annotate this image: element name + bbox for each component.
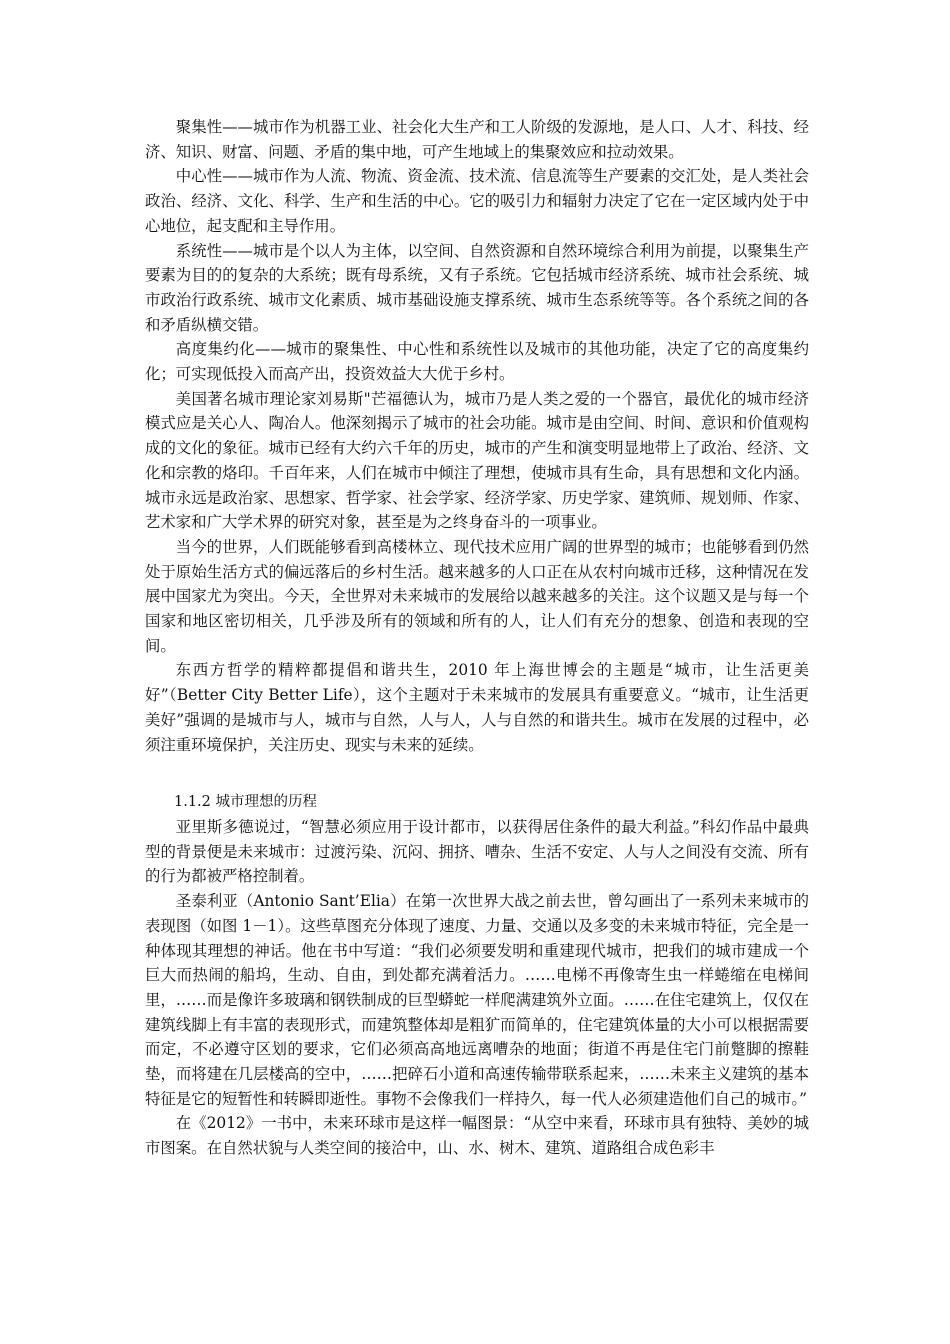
paragraph-aristotle: 亚里斯多德说过，“智慧必须应用于设计都市，以获得居住条件的最大利益。”科幻作品中最典型的背景便是未来城市：过渡污染、沉闷、拥挤、嘈杂、生活不安定、人与人之间没有交流、所有的行为都被严格控制着。 — [145, 817, 809, 886]
paragraph-mumford: 美国著名城市理论家刘易斯"芒福德认为，城市乃是人类之爱的一个器官，最优化的城市经济模式应是关心人、陶冶人。他深刻揭示了城市的社会功能。城市是由空间、时间、意识和价值观构成的文化的象征。城市已经有大约六千年的历史，城市的产生和演变明显地带上了政治、经济、文化和宗教的烙印。千百年来，人们在城市中倾注了理想，使城市具有生命，具有思想和文化内涵。城市永远是政治家、思想家、哲学家、社会学家、经济学家、历史学家、建筑师、规划师、作家、艺术家和广大学术界的研究对象，甚至是为之终身奋斗的一项事业。 — [145, 389, 809, 532]
paragraph-systematicity: 系统性——城市是个以人为主体，以空间、自然资源和自然环境综合利用为前提，以聚集生产要素为目的的复杂的大系统；既有母系统，又有子系统。它包括城市经济系统、城市社会系统、城市政治行政系统、城市文化素质、城市基础设施支撑系统、城市生态系统等等。各个系统之间的各和矛盾纵横交错。 — [145, 241, 809, 334]
paragraph-expo-theme: 东西方哲学的精粹都提倡和谐共生，2010 年上海世博会的主题是“城市，让生活更美好”（Better City Better Life），这个主题对于未来城市的发展具有重要意义。“城市，让生活更美好”强调的是城市与人，城市与自然，人与人，人与自然的和谐共生。城市在发展的过程中，必须注重环境保护，关注历史、现实与未来的延续。 — [145, 661, 809, 754]
paragraph-santelia: 圣泰利亚（Antonio Sant’Elia）在第一次世界大战之前去世，曾勾画出了一系列未来城市的表现图（如图 1－1）。这些草图充分体现了速度、力量、交通以及多变的未来城市特征，完全是一种体现其理想的神话。他在书中写道：“我们必须要发明和重建现代城市，把我们的城市建成一个巨大而热闹的船坞，生动、自由，到处都充满着活力。……电梯不再像寄生虫一样蜷缩在电梯间里，……而是像许多玻璃和钢铁制成的巨型蟒蛇一样爬满建筑外立面。……在住宅建筑上，仅仅在建筑线脚上有丰富的表现形式，而建筑整体却是粗犷而简单的，住宅建筑体量的大小可以根据需要而定，不必遵守区划的要求，它们必须高高地远离嘈杂的地面；街道不再是住宅门前蹩脚的擦鞋垫，而将建在几层楼高的空中，……把碎石小道和高速传输带联系起来，……未来主义建筑的基本特征是它的短暂性和转瞬即逝性。事物不会像我们一样持久，每一代人必须建造他们自己的城市。” — [145, 892, 809, 1108]
paragraph-today-world: 当今的世界，人们既能够看到高楼林立、现代技术应用广阔的世界型的城市；也能够看到仍然处于原始生活方式的偏远落后的乡村生活。越来越多的人口正在从农村向城市迁移，这种情况在发展中国家尤为突出。今天，全世界对未来城市的发展给以越来越多的关注。这个议题又是与每一个国家和地区密切相关，几乎涉及所有的领域和所有的人，让人们有充分的想象、创造和表现的空间。 — [145, 537, 809, 655]
paragraph-2012: 在《2012》一书中，未来环球市是这样一幅图景：“从空中来看，环球市具有独特、美妙的城市图案。在自然状貌与人类空间的接洽中，山、水、树木、建筑、道路组合成色彩丰 — [145, 1114, 809, 1158]
section-heading: 1.1.2 城市理想的历程 — [174, 794, 318, 811]
paragraph-agglomeration: 聚集性——城市作为机器工业、社会化大生产和工人阶级的发源地，是人口、人才、科技、经济、知识、财富、问题、矛盾的集中地，可产生地域上的集聚效应和拉动效果。 — [145, 118, 809, 161]
document-page — [145, 115, 809, 1161]
paragraph-centrality: 中心性——城市作为人流、物流、资金流、技术流、信息流等生产要素的交汇处，是人类社会政治、经济、文化、科学、生产和生活的中心。它的吸引力和辐射力决定了它在一定区域内处于中心地位，起支配和主导作用。 — [145, 167, 809, 235]
paragraph-intensification: 高度集约化——城市的聚集性、中心性和系统性以及城市的其他功能，决定了它的高度集约化；可实现低投入而高产出，投资效益大大优于乡村。 — [145, 340, 809, 384]
